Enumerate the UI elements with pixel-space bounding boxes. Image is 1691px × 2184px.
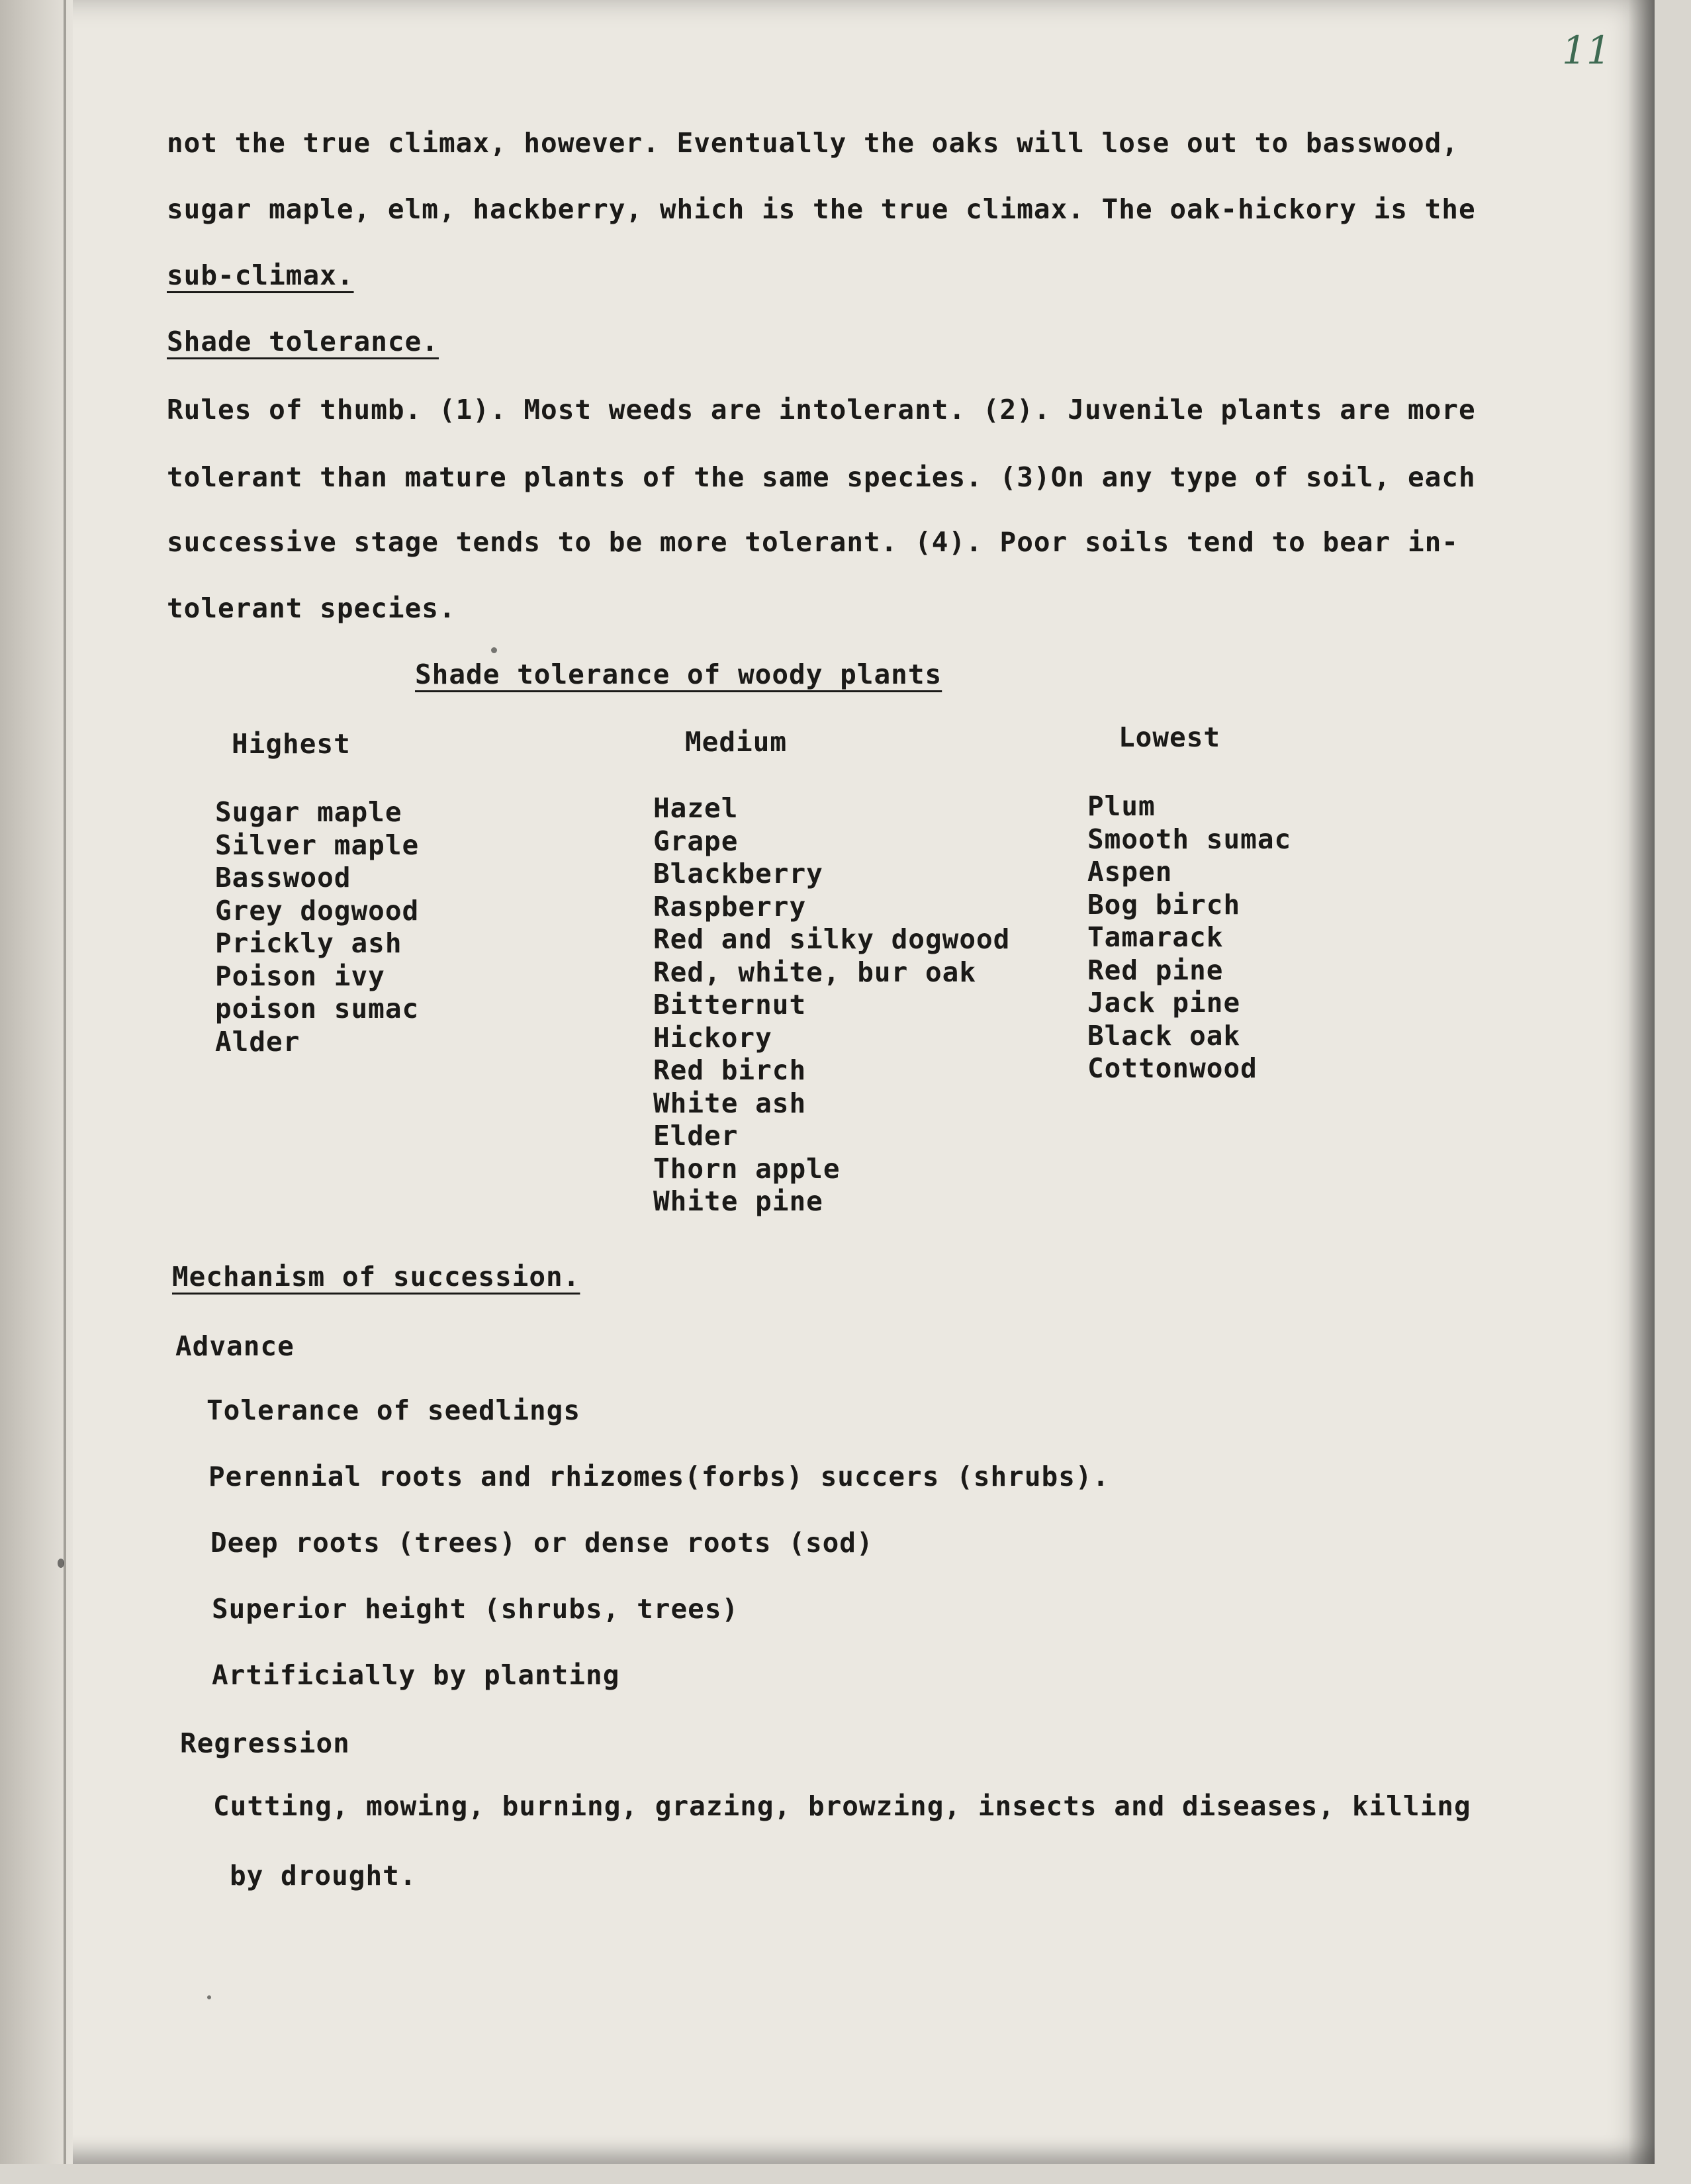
ink-dot [491,647,497,653]
paragraph-line: sugar maple, elm, hackberry, which is the true climax. The oak-hickory is the [167,193,1476,225]
advance-item: Superior height (shrubs, trees) [212,1593,739,1625]
regression-line: by drought. [230,1860,417,1891]
list-item: Cottonwood [1087,1052,1257,1084]
list-item: Blackberry [653,858,823,889]
list-item: Prickly ash [215,927,402,959]
list-item: Red pine [1087,954,1224,986]
column-medium [653,792,1010,1218]
rules-line: tolerant species. [167,592,456,624]
column-header-medium: Medium [685,726,788,758]
list-item: Black oak [1087,1019,1241,1052]
rules-line: successive stage tends to be more tolerant. (4). Poor soils tend to bear in- [167,526,1459,558]
list-item: White ash [653,1087,807,1119]
list-item: Elder [653,1120,739,1152]
advance-item: Artificially by planting [212,1659,620,1691]
advance-item: Deep roots (trees) or dense roots (sod) [210,1527,874,1559]
section-heading-mechanism: Mechanism of succession. [172,1261,580,1293]
advance-label: Advance [175,1330,295,1362]
list-item: Jack pine [1087,987,1241,1019]
list-item: Sugar maple [215,796,402,828]
column-highest [215,796,419,1058]
list-item: Tamarack [1087,921,1224,953]
list-item: Thorn apple [653,1152,841,1185]
column-lowest [1087,790,1291,1085]
advance-item: Perennial roots and rhizomes(forbs) succers (shrubs). [208,1461,1110,1492]
table-title: Shade tolerance of woody plants [415,659,942,690]
list-item: Grape [653,825,739,857]
paragraph-line: not the true climax, however. Eventually the oaks will lose out to basswood, [167,127,1459,159]
binding-edge [0,0,73,2164]
list-item: Aspen [1087,856,1173,887]
ink-dot [207,1995,211,1999]
list-item: Poison ivy [215,960,385,992]
column-header-lowest: Lowest [1119,721,1221,753]
rules-line: tolerant than mature plants of the same species. (3)On any type of soil, each [167,461,1476,493]
list-item: White pine [653,1185,823,1217]
list-item: poison sumac [215,993,420,1024]
list-item: Raspberry [653,890,807,923]
section-heading-shade-tolerance: Shade tolerance. [167,326,439,357]
advance-item: Tolerance of seedlings [206,1394,581,1426]
list-item: Red birch [653,1054,807,1086]
list-item: Bitternut [653,989,807,1021]
list-item: Smooth sumac [1087,823,1292,855]
paragraph-line: sub-climax. [167,259,354,291]
list-item: Alder [215,1025,300,1058]
rules-line: Rules of thumb. (1). Most weeds are intolerant. (2). Juvenile plants are more [167,394,1476,426]
binding-crease [64,0,66,2164]
list-item: Silver maple [215,829,420,861]
list-item: Bog birch [1087,888,1241,921]
ink-dot [58,1559,64,1568]
column-header-highest: Highest [232,728,351,760]
list-item: Plum [1087,790,1156,822]
regression-label: Regression [180,1727,350,1759]
regression-line: Cutting, mowing, burning, grazing, browzing, insects and diseases, killing [213,1790,1471,1822]
page-edge-shadow [1628,0,1655,2164]
list-item: Grey dogwood [215,894,420,927]
list-item: Basswood [215,862,351,893]
page-number: 11 [1562,28,1611,73]
list-item: Hazel [653,792,739,824]
list-item: Red, white, bur oak [653,956,976,988]
list-item: Hickory [653,1021,772,1054]
list-item: Red and silky dogwood [653,923,1011,955]
